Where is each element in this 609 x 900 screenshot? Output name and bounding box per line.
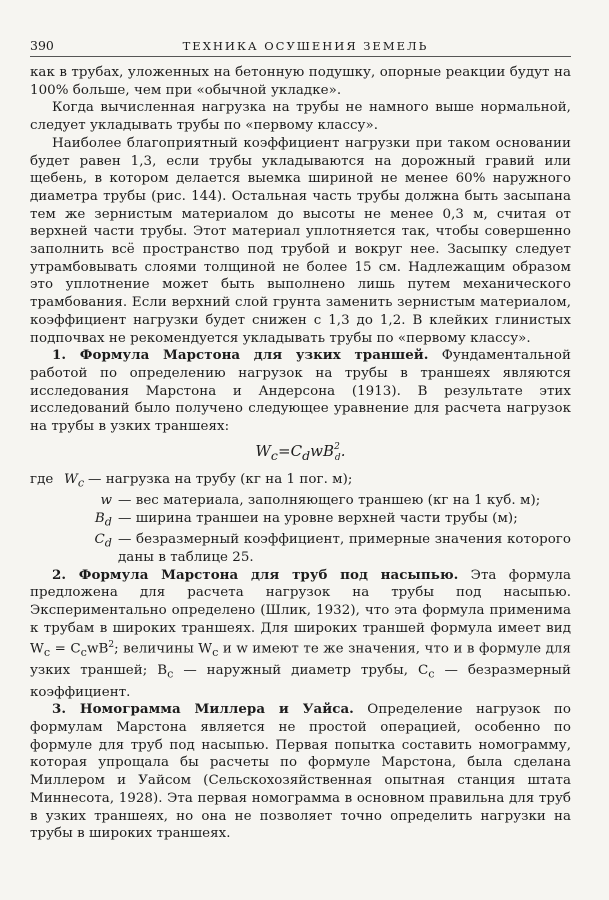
marston-formula: $W_c=C_dwB^2_d$.	[255, 441, 346, 463]
paragraph: Когда вычисленная нагрузка на трубы не намного выше нормальной, следует укладывать трубы по «первому классу».	[30, 100, 571, 134]
definition-lead: где	[30, 471, 54, 487]
section-3	[30, 701, 571, 843]
section-3-title: 3. Номограмма Миллера и Уайса.	[52, 701, 354, 718]
section-1	[30, 347, 571, 436]
paragraph: как в трубах, уложенных на бетонную подушку, опорные реакции будут на 100% больше, чем при «обычной укладке».	[30, 65, 571, 98]
definition-row: $B_d$ — ширина траншеи на уровне верхней части трубы (м);	[94, 510, 518, 529]
running-title: ТЕХНИКА ОСУШЕНИЯ ЗЕМЕЛЬ	[182, 39, 429, 53]
definition-row: где $W_c$ — нагрузка на трубу (кг на 1 пог. м);	[30, 471, 571, 492]
section-2-title: 2. Формула Марстона для труб под насыпью.	[52, 566, 459, 583]
section-2: 2. Формула Марстона для труб под насыпью. Эта формула предложена для расчета нагрузок на трубы под насыпью. Экспериментально определено (Шлик, 1932), что эта формула применима к трубам в широких траншеях. Для широких траншей формула имеет вид $W_c = C_cwB^2$; величины $W_c$ и w имеют те же значения, что и в формуле для узких траншей; $B_c$ — наружный диаметр трубы, $C_c$ — безразмерный коэффициент.	[30, 566, 571, 700]
section-1-text: Фундаментальной работой по определению нагрузок на трубы в траншеях являются исследования Марстона и Андерсона (1913). В результате этих исследований было получено следующее уравнение для расчета нагрузок на трубы в узких траншеях:	[30, 348, 571, 435]
section-3-text: Определение нагрузок по формулам Марстона является не простой операцией, особенно по формуле для труб под насыпью. Первая попытка составить номограмму, которая упрощала бы расчеты по формуле Марстона, была сделана Миллером и Уайсом (Сельскохозяйственная опытная станция штата Миннесота, 1928). Эта первая номограмма в основном правильна для труб в узких траншеях, но она не позволяет точно определить нагрузки на трубы в широких траншеях.	[30, 702, 571, 842]
page-header	[30, 38, 571, 57]
definition-row: w — вес материала, заполняющего траншею (кг на 1 куб. м);	[100, 493, 541, 509]
formula-definitions	[30, 471, 571, 567]
definition-row: $C_d$ — безразмерный коэффициент, примерные значения которого даны в таблице 25.	[94, 532, 571, 565]
page-body	[30, 64, 571, 843]
paragraph: Наиболее благоприятный коэффициент нагрузки при таком основании будет равен 1,3, если трубы укладываются на дорожный гравий или щебень, в котором делается выемка шириной не менее 60% наружного диаметра трубы (рис. 144). Остальная часть трубы должна быть засыпана тем же зернистым материалом до высоты не менее 0,3 м, считая от верхней части трубы. Этот материал уплотняется так, чтобы совершенно заполнить всё пространство под трубой и вокруг нее. Засыпку следует утрамбовывать слоями толщиной не более 15 см. Надлежащим образом это уплотнение может быть выполнено лишь путем механического трамбования. Если верхний слой грунта заменить зернистым материалом, коэффициент нагрузки будет снижен с 1,3 до 1,2. В клейких глинистых подпочвах не рекомендуется укладывать трубы по «первому классу».	[30, 135, 571, 346]
page-number: 390	[30, 38, 54, 53]
section-1-title: 1. Формула Марстона для узких траншей.	[52, 347, 429, 364]
